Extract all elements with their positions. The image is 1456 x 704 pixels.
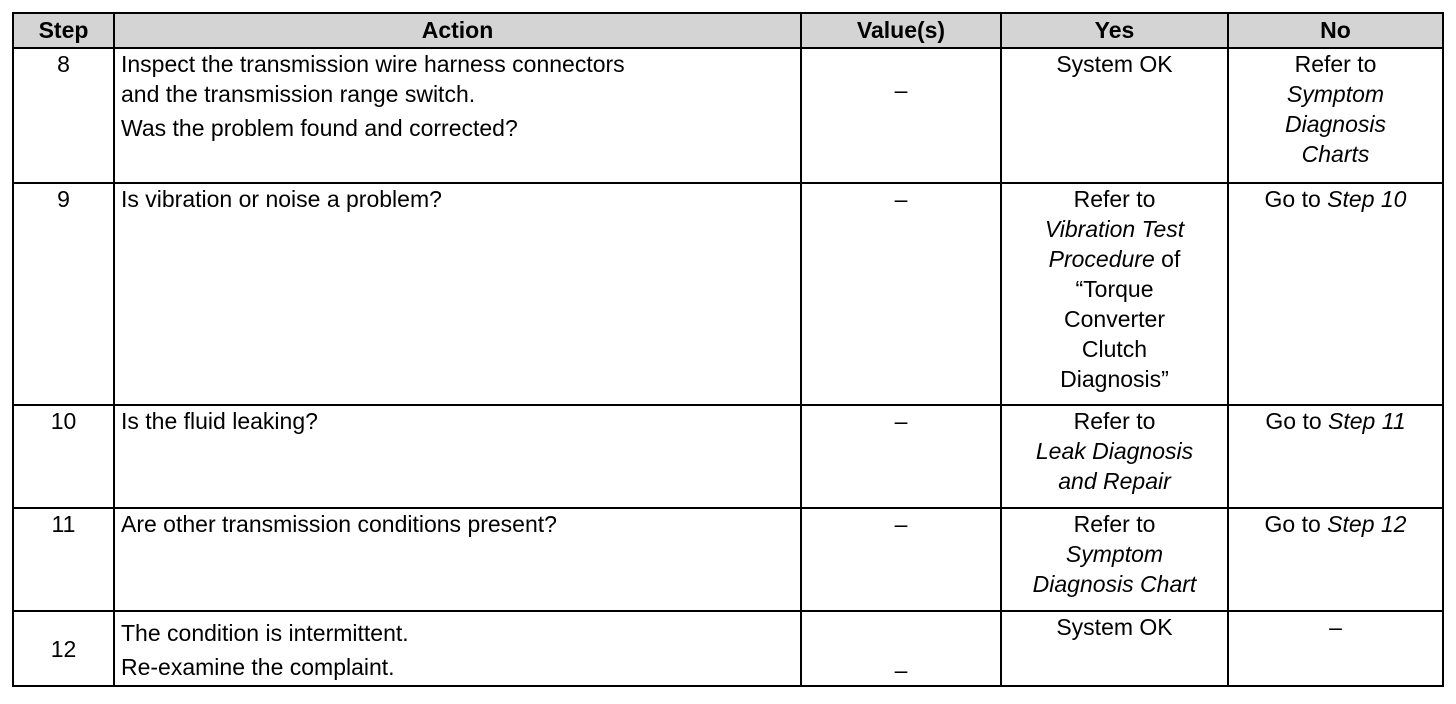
- yes-line: Refer to: [1073, 408, 1156, 434]
- action-line: Is vibration or noise a problem?: [121, 186, 442, 212]
- action-line: Are other transmission conditions present?: [121, 511, 557, 537]
- table-row: [13, 611, 1443, 686]
- value-dash: –: [894, 186, 908, 212]
- no-reference: Charts: [1301, 141, 1370, 167]
- table-row: [13, 48, 1443, 183]
- yes-line: “Torque: [1075, 276, 1154, 302]
- action-line: Re-examine the complaint.: [121, 654, 395, 680]
- header-step: Step: [13, 13, 114, 48]
- no-line: Refer to: [1294, 51, 1377, 77]
- action-line: and the transmission range switch.: [121, 81, 476, 107]
- yes-cell: [1001, 183, 1228, 405]
- action-cell: [114, 48, 801, 183]
- no-reference: Diagnosis: [1285, 111, 1386, 137]
- step-number: 12: [13, 611, 114, 686]
- diagnostic-table-container: [12, 12, 1442, 687]
- value-cell: [801, 508, 1001, 611]
- action-cell: [114, 183, 801, 405]
- action-cell: [114, 611, 801, 686]
- no-cell: [1228, 611, 1443, 686]
- yes-result: System OK: [1056, 614, 1173, 640]
- header-no: No: [1228, 13, 1443, 48]
- step-number: 8: [13, 48, 114, 183]
- no-step-ref: Step 12: [1327, 511, 1407, 537]
- header-action: Action: [114, 13, 801, 48]
- action-line: Is the fluid leaking?: [121, 408, 318, 434]
- value-cell: [801, 405, 1001, 508]
- action-cell: [114, 405, 801, 508]
- no-cell: [1228, 508, 1443, 611]
- no-reference: Symptom: [1286, 81, 1385, 107]
- action-cell: [114, 508, 801, 611]
- value-cell: [801, 611, 1001, 686]
- yes-cell: [1001, 405, 1228, 508]
- no-cell: [1228, 48, 1443, 183]
- step-number: 10: [13, 405, 114, 508]
- value-dash: –: [894, 408, 908, 434]
- yes-line: Refer to: [1073, 511, 1156, 537]
- value-cell: [801, 48, 1001, 183]
- yes-reference: Procedure: [1048, 246, 1155, 272]
- yes-reference: Vibration Test: [1044, 216, 1185, 242]
- header-values: Value(s): [801, 13, 1001, 48]
- yes-line: Clutch: [1081, 336, 1148, 362]
- diagnostic-table: [12, 12, 1444, 687]
- yes-reference: Symptom: [1065, 541, 1164, 567]
- action-line: The condition is intermittent.: [121, 620, 409, 646]
- yes-line: Diagnosis”: [1060, 366, 1169, 392]
- value-cell: [801, 183, 1001, 405]
- yes-reference: Diagnosis Chart: [1032, 571, 1197, 597]
- action-line: Inspect the transmission wire harness connectors: [121, 51, 625, 77]
- no-step-ref: Step 10: [1327, 186, 1407, 212]
- action-line: Was the problem found and corrected?: [121, 115, 518, 141]
- no-prefix: Go to: [1265, 408, 1329, 434]
- no-dash: –: [1329, 614, 1342, 640]
- header-yes: Yes: [1001, 13, 1228, 48]
- value-dash: –: [894, 657, 908, 683]
- yes-line: of: [1154, 246, 1181, 272]
- no-cell: [1228, 405, 1443, 508]
- table-row: [13, 405, 1443, 508]
- value-dash: –: [894, 511, 908, 537]
- yes-result: System OK: [1056, 51, 1173, 77]
- yes-line: Converter: [1064, 306, 1165, 332]
- yes-reference: and Repair: [1058, 468, 1171, 494]
- yes-cell: [1001, 611, 1228, 686]
- step-number: 9: [13, 183, 114, 405]
- step-number: 11: [13, 508, 114, 611]
- no-step-ref: Step 11: [1328, 408, 1406, 434]
- yes-line: Refer to: [1073, 186, 1156, 212]
- value-dash: –: [894, 77, 908, 103]
- yes-cell: [1001, 508, 1228, 611]
- no-prefix: Go to: [1264, 186, 1328, 212]
- table-row: [13, 183, 1443, 405]
- table-row: [13, 508, 1443, 611]
- yes-cell: [1001, 48, 1228, 183]
- table-header-row: [13, 13, 1443, 48]
- no-cell: [1228, 183, 1443, 405]
- yes-reference: Leak Diagnosis: [1035, 438, 1194, 464]
- no-prefix: Go to: [1264, 511, 1328, 537]
